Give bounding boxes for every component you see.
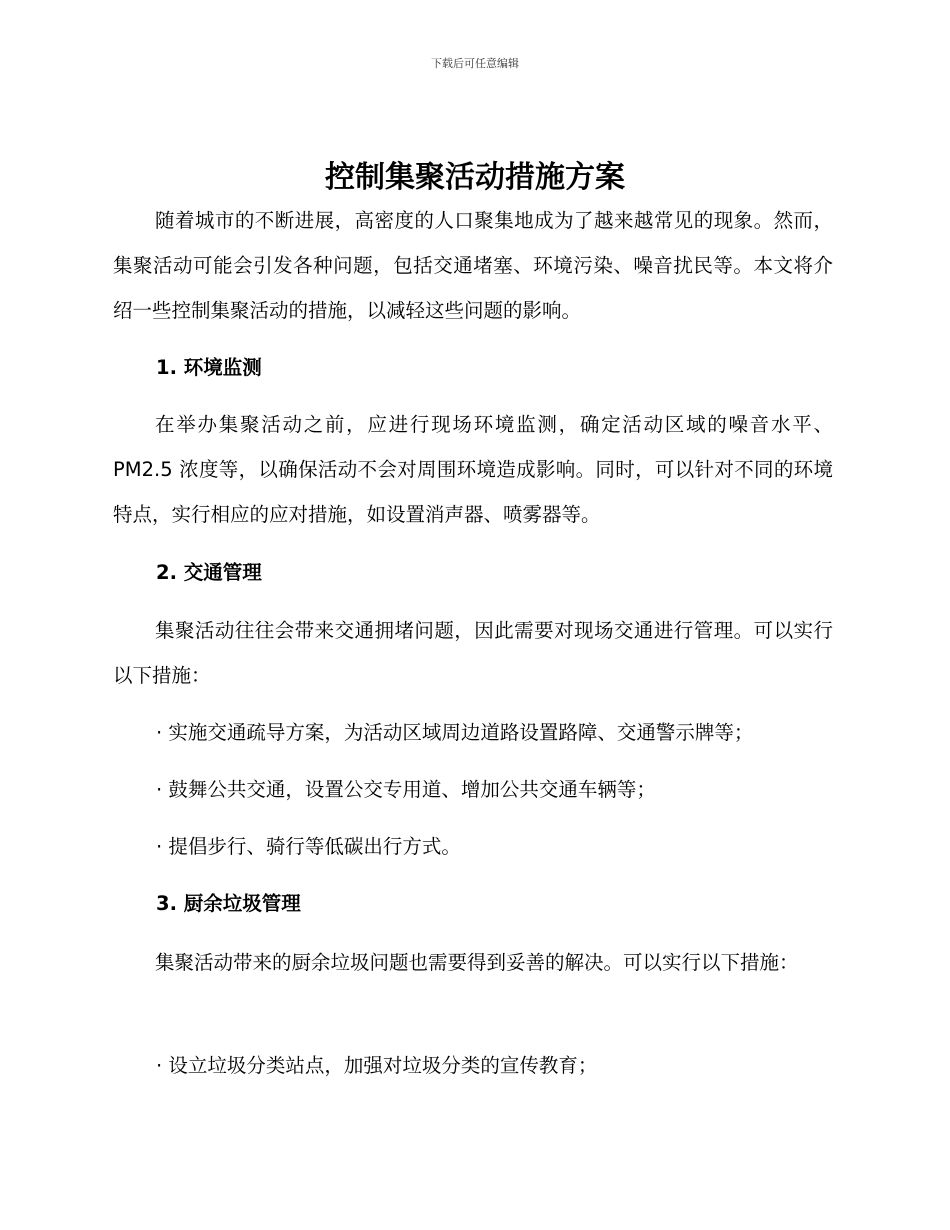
section-heading: 1. 环境监测 (156, 356, 262, 379)
document-title: 控制集聚活动措施方案 (325, 160, 625, 195)
header-note: 下载后可任意编辑 (431, 57, 519, 70)
list-item: · 实施交通疏导方案，为活动区域周边道路设置路障、交通警示牌等； (156, 721, 754, 744)
section-paragraph: 集聚活动往往会带来交通拥堵问题，因此需要对现场交通进行管理。可以实行以下措施： (113, 619, 833, 687)
section-heading: 2. 交通管理 (156, 561, 262, 584)
list-item: · 提倡步行、骑行等低碳出行方式。 (156, 835, 461, 858)
section-paragraph: 在举办集聚活动之前，应进行现场环境监测，确定活动区域的噪音水平、PM2.5 浓度等，以确保活动不会对周围环境造成影响。同时，可以针对不同的环境特点，实行相应的应对措施，如设置消声器、喷雾器等。 (113, 413, 833, 526)
intro-paragraph: 随着城市的不断进展，高密度的人口聚集地成为了越来越常见的现象。然而，集聚活动可能会引发各种问题，包括交通堵塞、环境污染、噪音扰民等。本文将介绍一些控制集聚活动的措施，以减轻这些问题的影响。 (113, 209, 833, 322)
list-item: · 鼓舞公共交通，设置公交专用道、增加公共交通车辆等； (156, 778, 656, 801)
section-paragraph: 集聚活动带来的厨余垃圾问题也需要得到妥善的解决。可以实行以下措施： (155, 951, 799, 974)
section-heading: 3. 厨余垃圾管理 (156, 892, 301, 915)
list-item: · 设立垃圾分类站点，加强对垃圾分类的宣传教育； (156, 1054, 598, 1077)
